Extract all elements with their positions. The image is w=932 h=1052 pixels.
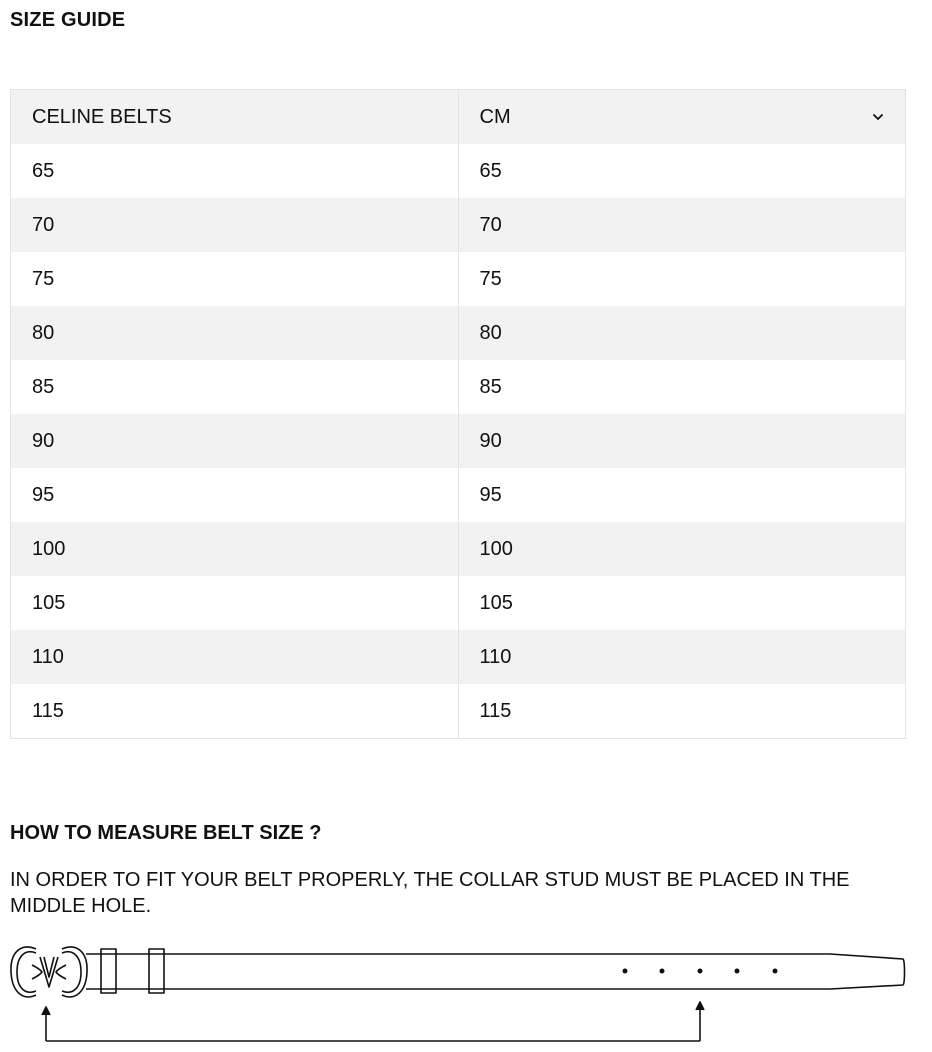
cm-size-cell: 75	[479, 267, 502, 290]
belt-size-cell: 85	[11, 360, 458, 414]
size-table-container	[10, 89, 906, 739]
belt-size-cell: 110	[11, 630, 458, 684]
belt-size-cell: 75	[11, 252, 458, 306]
belt-illustration	[0, 935, 932, 1052]
belt-size-cell: 65	[11, 144, 458, 198]
cm-size-cell: 70	[479, 213, 502, 236]
belt-size-cell: 105	[11, 576, 458, 630]
unit-dropdown[interactable]	[480, 106, 906, 129]
cm-size-cell: 100	[479, 537, 513, 560]
table-row	[11, 306, 905, 360]
size-table	[11, 90, 905, 738]
cm-size-cell: 85	[479, 375, 502, 398]
belt-size-cell: 80	[11, 306, 458, 360]
measure-heading: HOW TO MEASURE BELT SIZE ?	[10, 822, 322, 844]
table-row	[11, 198, 905, 252]
unit-dropdown-value: CM	[479, 105, 511, 128]
cm-size-cell: 115	[479, 699, 512, 722]
belt-loop	[149, 949, 164, 993]
table-row	[11, 684, 905, 738]
table-header-row	[11, 90, 905, 144]
belt-holes	[623, 969, 778, 974]
cm-size-cell: 90	[479, 429, 502, 452]
belt-size-cell: 70	[11, 198, 458, 252]
belt-size-cell: 90	[11, 414, 458, 468]
belt-size-cell: 115	[11, 684, 458, 738]
table-row	[11, 414, 905, 468]
column-header-unit	[458, 90, 905, 144]
cm-size-cell: 65	[479, 159, 502, 182]
table-row	[11, 522, 905, 576]
column-header-celine-belts: CELINE BELTS	[11, 90, 458, 144]
table-row	[11, 144, 905, 198]
buckle-logo-icon	[11, 947, 87, 997]
belt-loop	[101, 949, 116, 993]
table-row	[11, 630, 905, 684]
table-row	[11, 252, 905, 306]
chevron-down-icon	[871, 110, 885, 124]
cm-size-cell: 80	[479, 321, 502, 344]
page-title: SIZE GUIDE	[10, 9, 126, 31]
cm-size-cell: 110	[479, 645, 512, 668]
cm-size-cell: 105	[479, 591, 513, 614]
cm-size-cell: 95	[479, 483, 502, 506]
table-row	[11, 576, 905, 630]
table-row	[11, 468, 905, 522]
belt-strap	[86, 954, 905, 989]
belt-size-cell: 100	[11, 522, 458, 576]
table-row	[11, 360, 905, 414]
belt-size-cell: 95	[11, 468, 458, 522]
measure-instructions: IN ORDER TO FIT YOUR BELT PROPERLY, THE COLLAR STUD MUST BE PLACED IN THE MIDDLE HOLE.	[10, 869, 850, 917]
